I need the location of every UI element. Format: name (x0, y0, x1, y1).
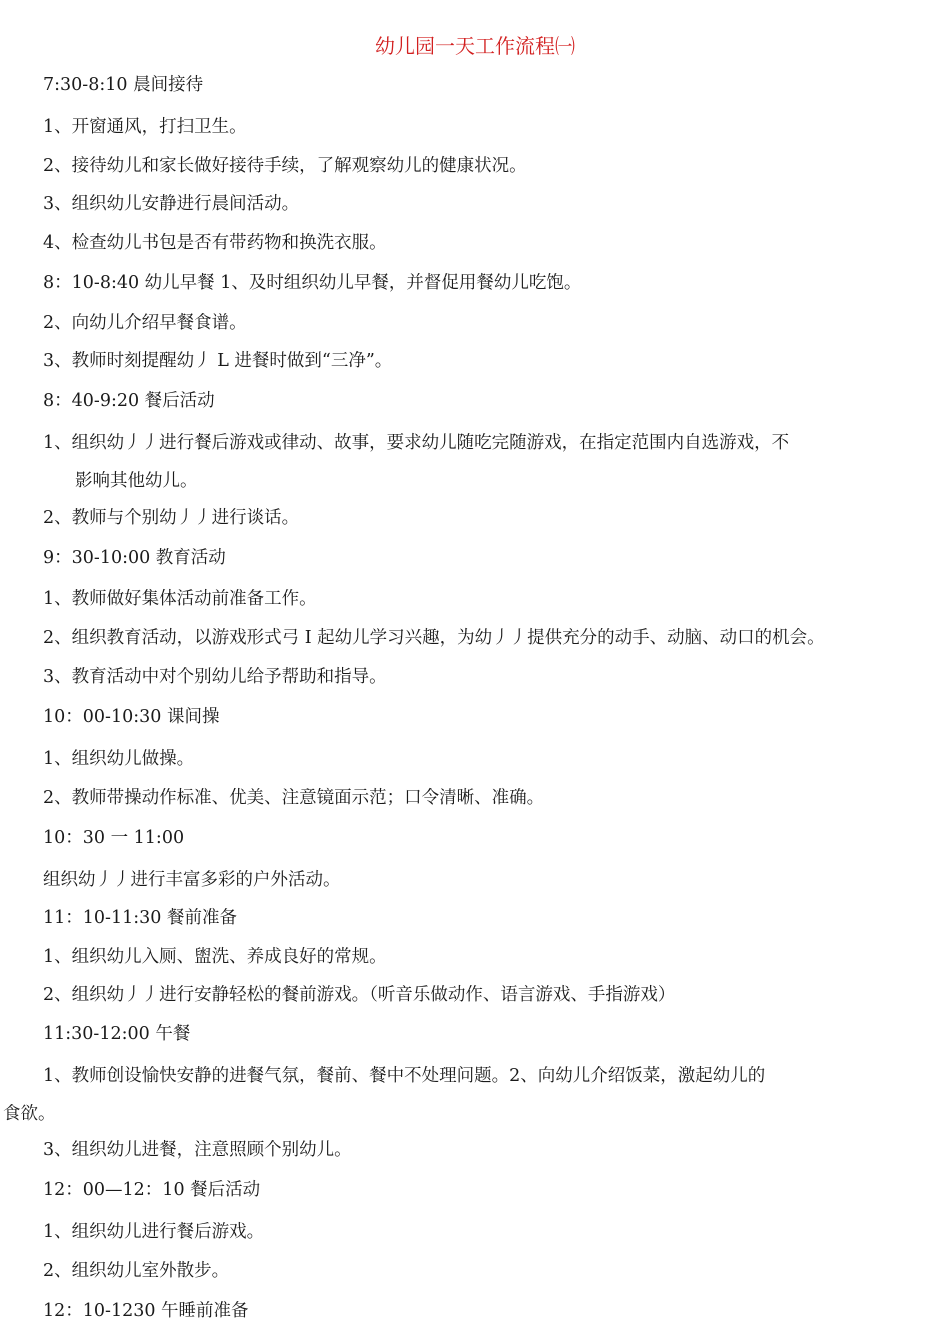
list-item: 2、接待幼儿和家长做好接待手续，了解观察幼儿的健康状况。 (43, 156, 527, 176)
list-item: 1、开窗通风，打扫卫生。 (43, 117, 247, 137)
schedule-heading-pre-meal: 11：10-11:30 餐前准备 (43, 908, 237, 928)
list-item: 1、教师做好集体活动前准备工作。 (43, 589, 317, 609)
schedule-heading-outdoor: 10：30 一 11:00 (43, 828, 185, 848)
list-item: 2、组织教育活动，以游戏形式弓 I 起幼儿学习兴趣，为幼丿丿提供充分的动手、动脑、动口的机会。 (43, 628, 825, 648)
schedule-heading-post-lunch: 12：00—12：10 餐后活动 (43, 1180, 261, 1200)
schedule-heading-morning-reception: 7:30-8:10 晨间接待 (43, 75, 204, 95)
list-item: 2、向幼儿介绍早餐食谱。 (43, 313, 247, 333)
list-item: 1、教师创设愉快安静的进餐气氛，餐前、餐中不处理问题。2、向幼儿介绍饭菜，激起幼儿的 (43, 1066, 766, 1086)
list-item: 2、组织幼丿丿进行安静轻松的餐前游戏。（听音乐做动作、语言游戏、手指游戏） (43, 985, 676, 1005)
list-item: 2、组织幼儿室外散步。 (43, 1261, 230, 1281)
list-item: 2、教师带操动作标准、优美、注意镜面示范；口令清晰、准确。 (43, 788, 545, 808)
list-item: 3、教师时刻提醒幼丿 L 进餐时做到“三净”。 (43, 351, 393, 371)
list-item: 3、组织幼儿安静进行晨间活动。 (43, 194, 300, 214)
list-item: 3、教育活动中对个别幼儿给予帮助和指导。 (43, 667, 387, 687)
list-item: 4、检查幼儿书包是否有带药物和换洗衣服。 (43, 233, 387, 253)
schedule-heading-nap-prep: 12：10-1230 午睡前准备 (43, 1301, 249, 1321)
schedule-heading-after-meal: 8：40-9:20 餐后活动 (43, 391, 215, 411)
list-item: 组织幼丿丿进行丰富多彩的户外活动。 (43, 870, 341, 890)
document-title: 幼儿园一天工作流程㈠ (375, 34, 575, 58)
list-item: 1、组织幼丿丿进行餐后游戏或律动、故事，要求幼儿随吃完随游戏，在指定范围内自选游戏，不 (43, 433, 790, 453)
schedule-heading-exercise: 10：00-10:30 课间操 (43, 707, 220, 727)
list-item-continuation: 食欲。 (3, 1104, 56, 1124)
list-item: 1、组织幼儿入厕、盥洗、养成良好的常规。 (43, 947, 387, 967)
schedule-heading-education: 9：30-10:00 教育活动 (43, 548, 226, 568)
list-item: 3、组织幼儿进餐，注意照顾个别幼儿。 (43, 1140, 352, 1160)
schedule-heading-lunch: 11:30-12:00 午餐 (43, 1024, 191, 1044)
list-item: 1、组织幼儿做操。 (43, 749, 195, 769)
list-item: 1、组织幼儿进行餐后游戏。 (43, 1222, 265, 1242)
list-item-continuation: 影响其他幼儿。 (75, 471, 198, 491)
schedule-heading-breakfast: 8：10-8:40 幼儿早餐 1、及时组织幼儿早餐，并督促用餐幼儿吃饱。 (43, 273, 582, 293)
list-item: 2、教师与个别幼丿丿进行谈话。 (43, 508, 300, 528)
